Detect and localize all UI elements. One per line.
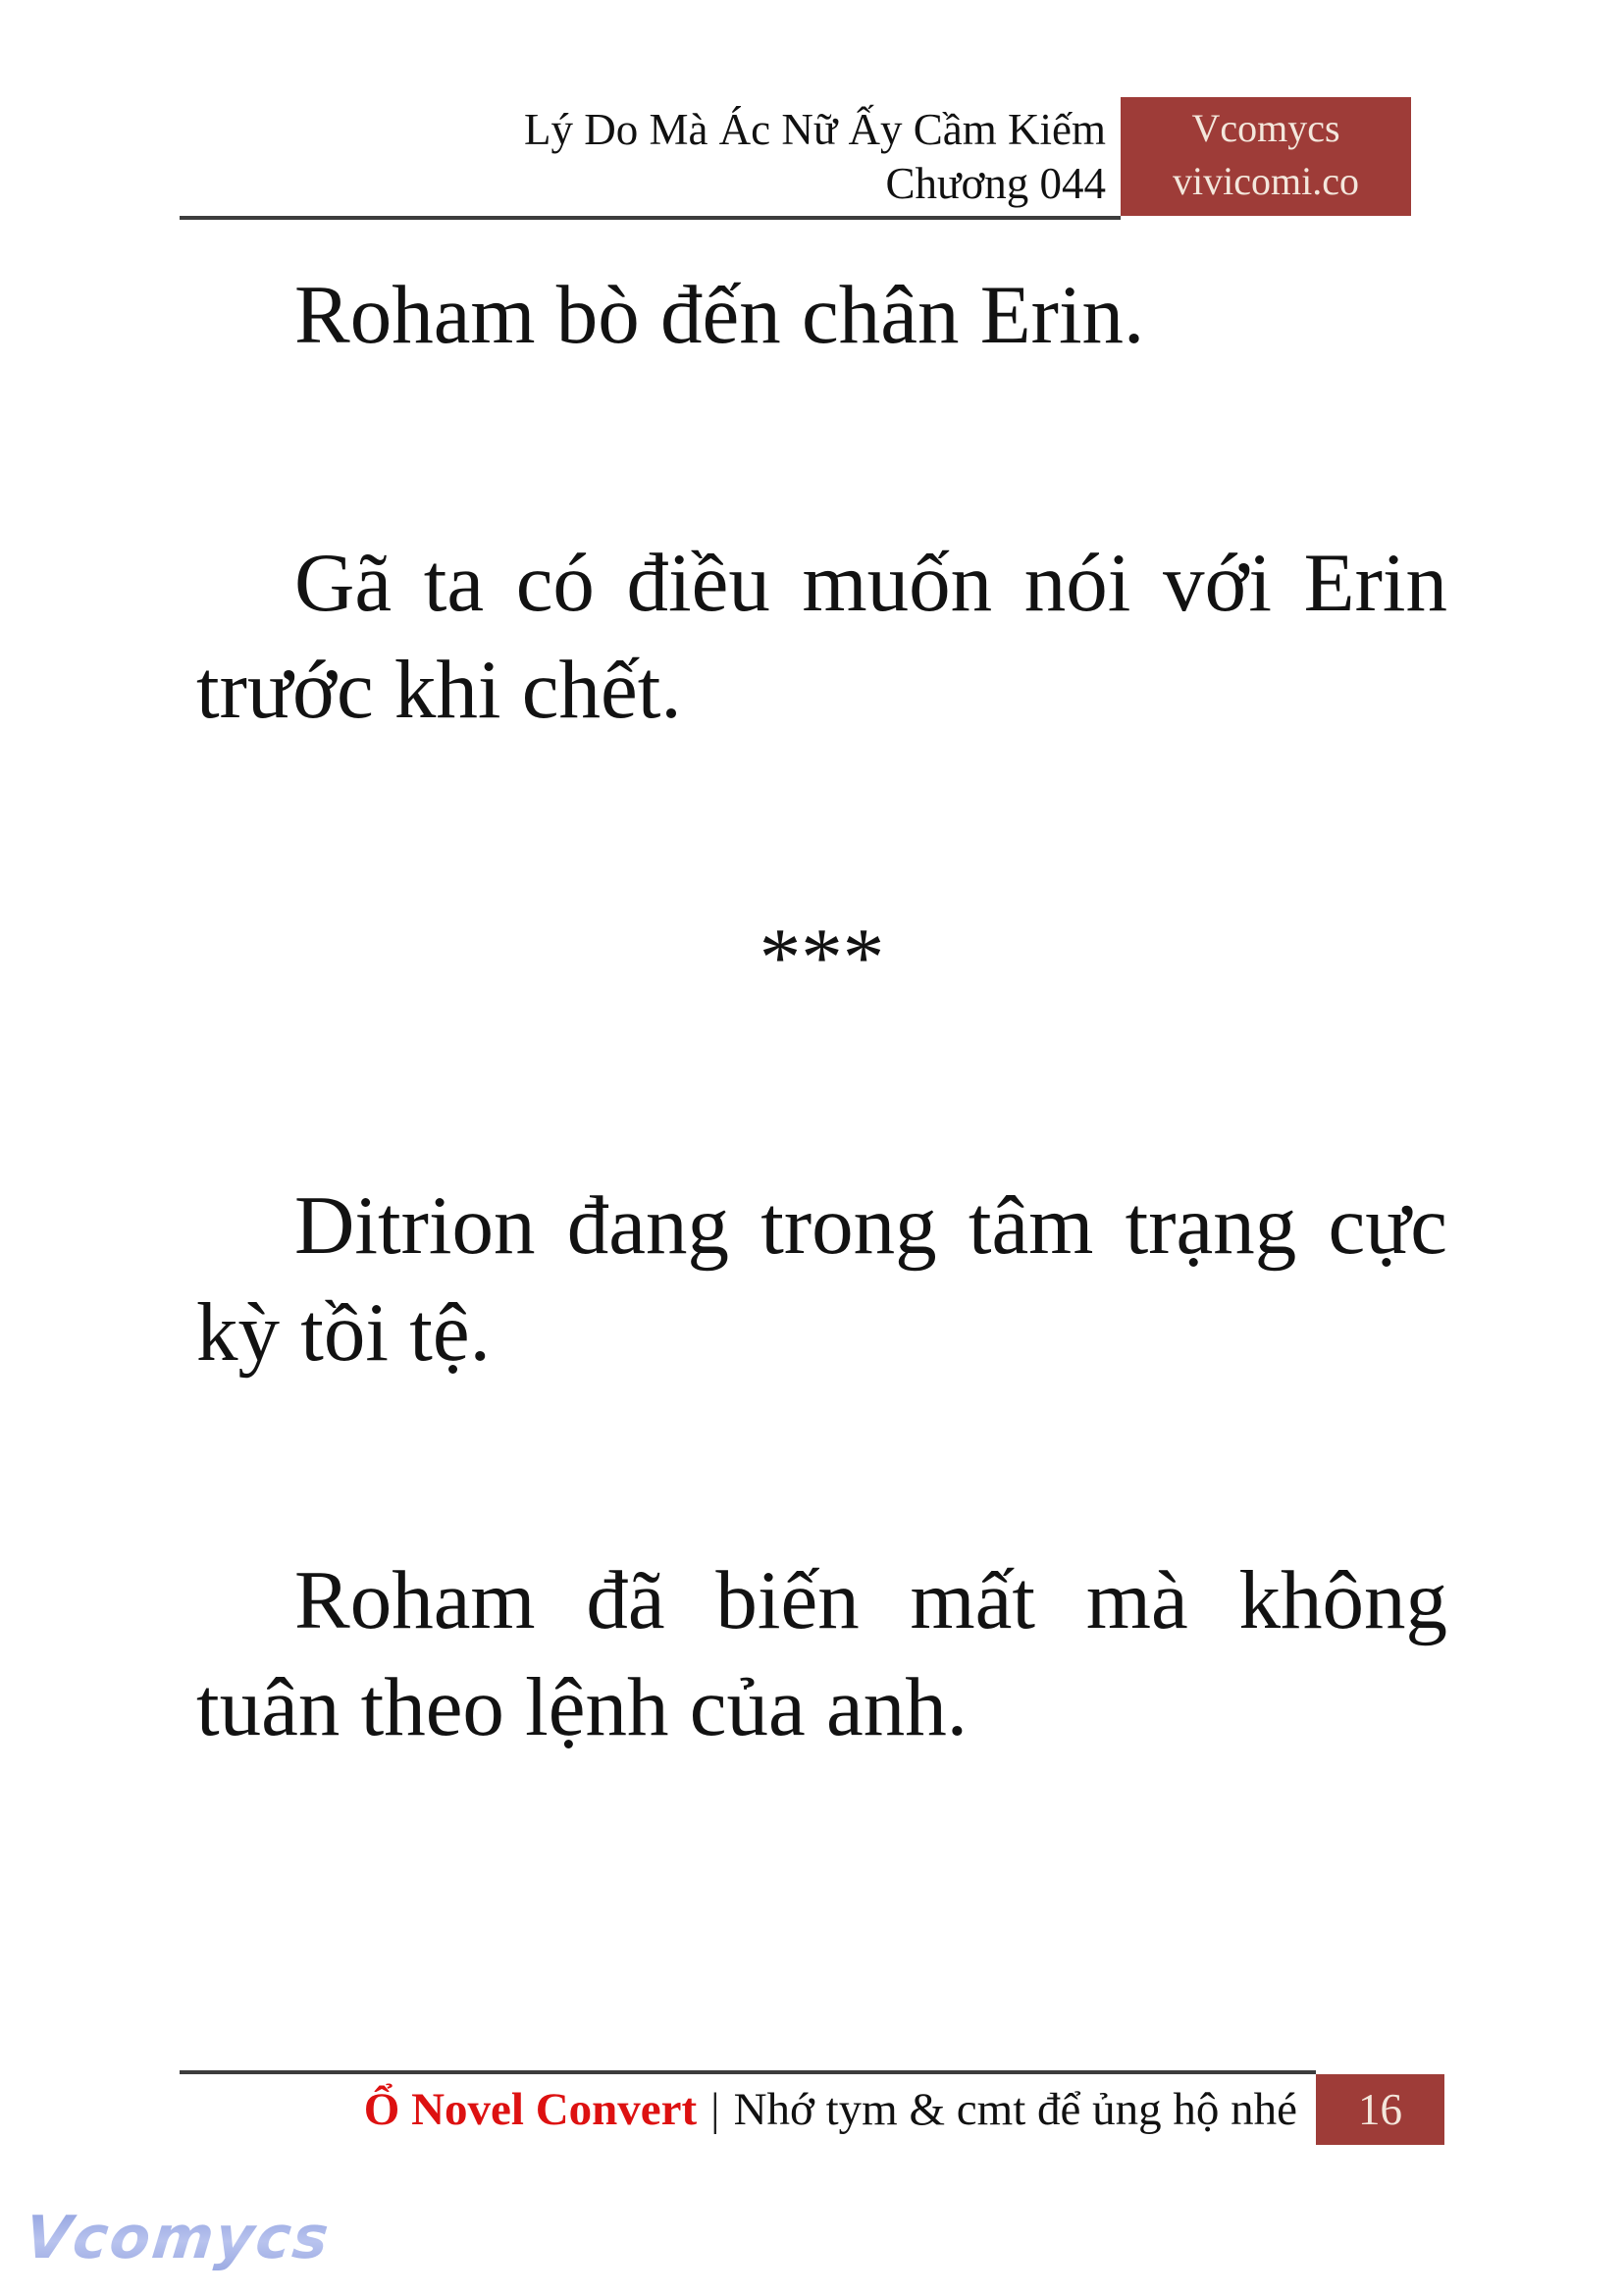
footer-brand: Ổ Novel Convert [363,2084,698,2135]
paragraph-line: Gã ta có điều muốn nói với Erin [294,537,1447,629]
paragraph-line: Ditrion đang trong tâm trạng cực [294,1179,1447,1272]
vcomycs-watermark-logo: Vcomycs [22,2204,334,2272]
header-divider [180,216,1121,220]
paragraph [196,1547,1447,1761]
scene-break-asterisks: *** [759,912,885,1004]
footer-credit [364,2074,1297,2145]
chapter-number: Chương 044 [885,159,1106,208]
series-title: Lý Do Mà Ác Nữ Ấy Cầm Kiếm [523,105,1106,154]
paragraph-line: Roham đã biến mất mà không [294,1554,1447,1646]
paragraph-line: trước khi chết. [196,644,682,736]
paragraph [196,262,1447,369]
footer-note: Nhớ tym & cmt để ủng hộ nhé [733,2084,1297,2135]
page-header-title [524,103,1106,211]
page-number-badge [1316,2074,1444,2145]
brand-name: Vcomycs [1191,106,1340,150]
paragraph-line: Roham bò đến chân Erin. [294,269,1145,361]
brand-badge [1121,97,1411,216]
brand-site: vivicomi.co [1173,159,1359,203]
footer-separator: | [710,2084,720,2135]
paragraph-line: kỳ tồi tệ. [196,1286,491,1379]
paragraph [196,1173,1447,1386]
paragraph [196,530,1447,744]
page-number: 16 [1358,2085,1402,2134]
scene-break [196,905,1447,1012]
paragraph-line: tuân theo lệnh của anh. [196,1661,968,1753]
